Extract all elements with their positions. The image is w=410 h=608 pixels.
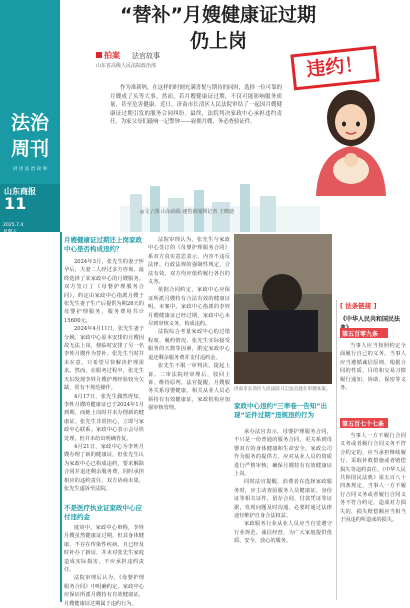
- paper-name: 山东商报: [4, 187, 36, 196]
- issue-info: [3, 222, 55, 250]
- brand-line1: 法治: [10, 112, 49, 134]
- section1-body: 2024年3月，张先生的妻子怀孕后，夫妻二人经过多方咨询，最终选择了某家政中心的月嫂服务。双方签订了《母婴护理服务合同》，约定由家政中心指派月嫂于张先生妻子生产后提供为期26天的母婴护理服务，服务费用共计15600元。 2024年4月11日，张先生妻子分娩。家政中心原本安排的月嫂因故无法上岗，便临时安排了另一名李姓月嫂作为替补。张先生当时并未在意，只希望尽快解决护理需求。然而，在服务过程中，张先生夫妇发现李姓月嫂护理经验较为欠缺，常有不规范操作。 4月17日，张先生偶然得知，李姓月嫂的健康证已于2024年1月到期，而她上岗时并未办理新的健康证。张先生非常担心，立即与家政中心联系。家政中心表示会尽快处理，但并未给出明确答复。 4月21日，家政中心为李姓月嫂办理了新的健康证，但张先生认为家政中心已构成违约，要求解除合同并退还剩余服务费，同时承担相应的违约责任。双方协商未果，张先生遂诉至法院。: [64, 259, 144, 492]
- city-skyline-graphic: [120, 176, 320, 232]
- art2-title: 第五百七十七条: [342, 421, 385, 428]
- issue-date: 2025.7.4: [3, 223, 24, 228]
- section4-body: 承办法官表示，母婴护理服务合同，不只是一份普通的服务合同，更关系到母婴双方的身体健康和生命安全。家政公司作为服务的提供方，应对从业人员的资质进行严格审核，确保月嫂持有有效健康证上岗。 同时法官提醒，消费者在选择家政服务时，应主动查验服务人员健康证、身份证等相关证件，留存合同、付款凭证等证据，发现问题及时沟通，必要时通过法律途径维护自身合法权益。 家政服务行业从业人员应当自觉遵守行业规范，诚信经营，为广大家庭提供优质、安全、放心的服务。: [234, 429, 332, 545]
- art1-title: 第五百零九条: [342, 331, 379, 338]
- brand-line2: 周刊: [10, 138, 49, 160]
- law-heading: [ 法条链接 ]: [340, 302, 377, 310]
- desk: [234, 352, 332, 384]
- column-org: 山东省高级人民法院政治部: [96, 63, 157, 69]
- column-rule: [60, 232, 62, 602]
- page-number: 11: [4, 194, 27, 213]
- law-title: 《中华人民共和国民法: [340, 316, 401, 323]
- courtroom-photo: [234, 234, 332, 384]
- section3-body: 法院审理认为，张先生与家政中心签订的《母婴护理服务合同》系双方真实意思表示，内容不违反法律、行政法规的强制性规定，合法有效，双方均应依约履行各自的义务。 依据合同约定，家政中心应保证所派月嫂持有合法有效的健康证明。本案中，家政中心指派的李姓月嫂健康证已经过期，家政中心未尽到审核义务，构成违约。 法院综合考量家政中心的过错程度、履约情况、张先生实际接受服务的天数等因素，酌定家政中心退还剩余服务费并支付违约金。 张先生不服一审判决，提起上诉。二审法院经审理后，驳回上诉，维持原判。法官提醒，月嫂服务关系母婴健康，相关从业人员必须持有有效健康证，家政机构应加强审核管理。: [148, 237, 230, 412]
- section2-heading: 不是医疗执业证家政中心应付违约金: [64, 504, 142, 521]
- issue-weekday: 星期五: [3, 230, 17, 235]
- photo-caption: 济南市长清区人民法院马尘法官庭在审理本案。: [234, 387, 331, 392]
- column-logo: 拍案: [104, 51, 120, 60]
- column-name: 法官故事: [132, 52, 160, 60]
- violation-stamp: 违约！: [290, 46, 379, 91]
- section2-body: 庭审中，家政中心辩称，李姓月嫂虽然健康证过期，但其身体健康，不存在传染性疾病，且已经及时补办了新证，并未对张先生家庭造成实际损害，不应承担违约责任。 法院审理后认为，《母婴护理服务合同》中明确约定，家政中心应保证所派月嫂持有有效健康证，月嫂健康证过期属于违约行为。: [64, 525, 144, 607]
- art1-body: 当事人应当按照约定全面履行自己的义务。当事人应当遵循诚信原则，根据合同的性质、目的和交易习惯履行通知、协助、保密等义务。: [340, 343, 406, 392]
- judge-head: [262, 274, 302, 314]
- byline: ◎文 / 图 山东商报·速豹新闻网记者 王晓迪: [140, 209, 234, 215]
- section1-heading: 月嫂健康证过期还上岗家政中心是否构成违约？: [64, 236, 142, 253]
- issue-editor: 编辑 / 李晓燕: [3, 237, 31, 242]
- headline-line1: “替补”月嫂健康证过期: [120, 4, 316, 26]
- headline-line2: 仍上岗: [190, 30, 248, 52]
- intro: 作为准新妈，在这样的时刻充满喜悦与期待的同时，选择一位可靠的月嫂成了头等大事。然而，若月嫂健康证过期，不仅可能影响服务质量，甚至危害健康。近日，济南市长清区人民法院审结了一起因月嫂健康证过期引发的服务合同纠纷。最终，法院判决家政中心承担违约责任，为家父母们敲响一记警钟——雇佣月嫂，务必查验证件。: [110, 85, 282, 125]
- brand-sidebar: [0, 0, 60, 232]
- logo-icon: [96, 52, 102, 58]
- issue-design: 设计 / 胡金洋: [3, 244, 31, 249]
- section4-heading: 家政中心违约“三率卷一告知”出现“证件过期”违规违约行为: [234, 402, 328, 419]
- art2-body: 当事人一方不履行合同义务或者履行合同义务不符合约定的，应当承担继续履行、采取补救措施或者赔偿损失等违约责任。《中华人民共和国民法典》第五百八十四条规定，当事人一方不履行合同义务或者履行合同义务不符合约定，造成对方损失的，损失赔偿额应当相当于因违约所造成的损失。: [340, 433, 406, 524]
- brand-slogan: 讲 述 法 治 故 事: [12, 167, 48, 172]
